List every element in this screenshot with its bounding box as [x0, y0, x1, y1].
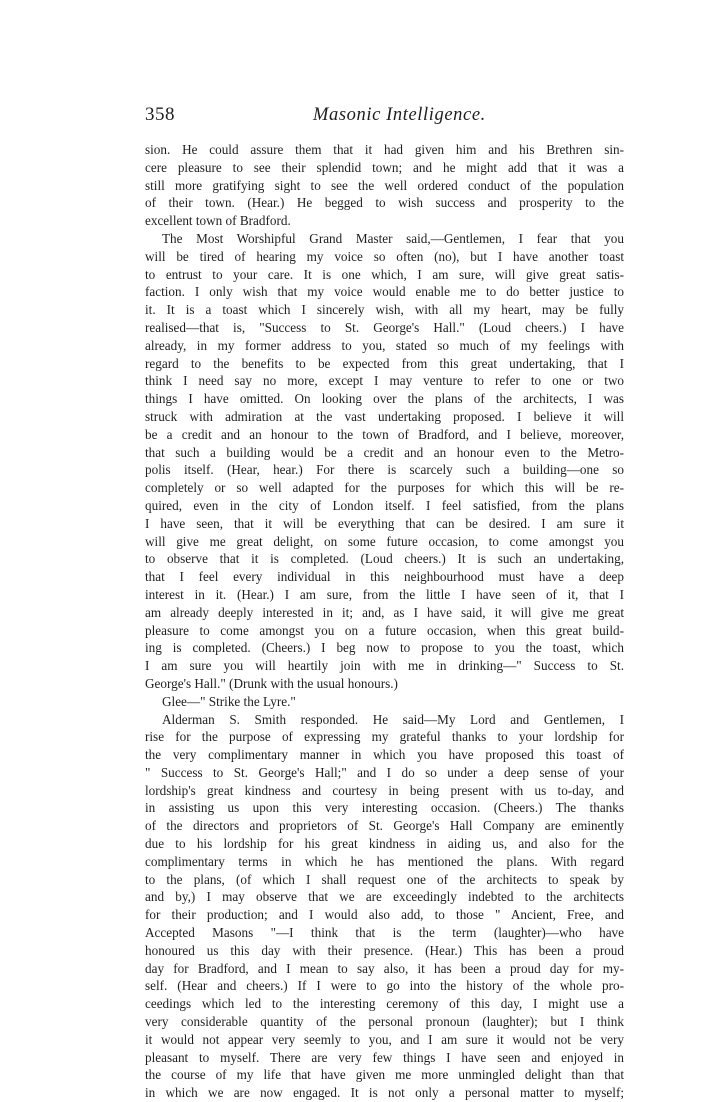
- text-line: ing is completed. (Cheers.) I beg now to propose to you the toast, which: [145, 640, 624, 656]
- text-line: to observe that it is completed. (Loud cheers.) It is such an undertaking,: [145, 551, 624, 567]
- text-line: very considerable quantity of the personal pronoun (laughter); but I think: [145, 1014, 624, 1030]
- text-line: things I have omitted. On looking over the plans of the architects, I was: [145, 391, 624, 407]
- text-line: and by,) I may observe that we are exceedingly indebted to the architects: [145, 889, 624, 905]
- text-line: Accepted Masons "—I think that is the term (laughter)—who have: [145, 925, 624, 941]
- running-head: [145, 104, 625, 130]
- text-line: completely or so well adapted for the purposes for which this will be re-: [145, 480, 624, 496]
- text-line: lordship's great kindness and courtesy in being present with us to-day, and: [145, 782, 624, 798]
- text-line: faction. I only wish that my voice would enable me to do better justice to: [145, 284, 624, 300]
- text-line: day for Bradford, and I mean to say also, it has been a proud day for my-: [145, 960, 624, 976]
- text-line: am already deeply interested in it; and, as I have said, it will give me great: [145, 604, 624, 620]
- text-line: it would not appear very seemly to you, and I am sure it would not be very: [145, 1031, 624, 1047]
- text-line: sion. He could assure them that it had given him and his Brethren sin-: [145, 142, 624, 157]
- text-line: the very complimentary manner in which you have proposed this toast of: [145, 747, 624, 763]
- text-line: of the directors and proprietors of St. George's Hall Company are eminently: [145, 818, 624, 834]
- text-line: in assisting us upon this very interesting occasion. (Cheers.) The thanks: [145, 800, 624, 816]
- text-line: pleasure to come amongst you on a future occasion, when this great build-: [145, 622, 624, 638]
- text-line: I have seen, that it will be everything that can be desired. I am sure it: [145, 515, 624, 531]
- text-line: due to his lordship for his great kindness in aiding us, and also for the: [145, 836, 624, 852]
- text-line: cere pleasure to see their splendid town; and he might add that it was a: [145, 159, 624, 175]
- text-line: in which we are now engaged. It is not only a personal matter to myself;: [145, 1085, 624, 1101]
- text-line: of their town. (Hear.) He begged to wish success and prosperity to the: [145, 195, 624, 211]
- text-line: it. It is a toast which I sincerely wish, with all my heart, may be fully: [145, 302, 624, 318]
- text-line: quired, even in the city of London itself. I feel satisfied, from the plans: [145, 497, 624, 513]
- running-title: Masonic Intelligence.: [313, 105, 486, 125]
- text-line: excellent town of Bradford.: [145, 213, 291, 229]
- text-line: complimentary terms in which he has mentioned the plans. With regard: [145, 853, 624, 869]
- text-line: the course of my life that have given me more unmingled delight than that: [145, 1067, 624, 1083]
- page-number: 358: [145, 104, 175, 125]
- text-line: pleasant to myself. There are very few things I have seen and enjoyed in: [145, 1049, 624, 1065]
- text-line: I am sure you will heartily join with me in drinking—" Success to St.: [145, 658, 624, 674]
- text-line: ceedings which led to the interesting ceremony of this day, I might use a: [145, 996, 624, 1012]
- text-line: think I need say no more, except I may venture to refer to one or two: [145, 373, 624, 389]
- text-line: realised—that is, "Success to St. George's Hall." (Loud cheers.) I have: [145, 319, 624, 335]
- text-line: be a credit and an honour to the town of Bradford, and I believe, moreover,: [145, 426, 624, 442]
- text-line: George's Hall." (Drunk with the usual honours.): [145, 675, 398, 691]
- text-line: that such a building would be a credit and an honour even to the Metro-: [145, 444, 624, 460]
- text-line: to the plans, (of which I shall request one of the architects to speak by: [145, 871, 624, 887]
- text-line: The Most Worshipful Grand Master said,—Gentlemen, I fear that you: [162, 230, 624, 246]
- text-line: will give me great delight, on some future occasion, to come amongst you: [145, 533, 624, 549]
- text-line: polis itself. (Hear, hear.) For there is scarcely such a building—one so: [145, 462, 624, 478]
- text-line: to entrust to your care. It is one which, I am sure, will give great satis-: [145, 266, 624, 282]
- text-line: still more gratifying sight to see the well ordered conduct of the population: [145, 177, 624, 193]
- text-line: " Success to St. George's Hall;" and I do so under a deep sense of your: [145, 764, 624, 780]
- text-line: already, in my former address to you, stated so much of my feelings with: [145, 337, 624, 353]
- text-line: that I feel every individual in this neighbourhood must have a deep: [145, 569, 624, 585]
- text-line: rise for the purpose of expressing my grateful thanks to your lordship for: [145, 729, 624, 745]
- text-line: will be tired of hearing my voice so often (no), but I have another toast: [145, 248, 624, 264]
- text-line: interest in it. (Hear.) I am sure, from the little I have seen of it, that I: [145, 586, 624, 602]
- text-line: for their production; and I would also add, to those " Ancient, Free, and: [145, 907, 624, 923]
- text-line: struck with admiration at the vast undertaking proposed. I believe it will: [145, 408, 624, 424]
- text-line: Glee—" Strike the Lyre.": [162, 693, 296, 709]
- text-line: honoured us this day with their presence. (Hear.) This has been a proud: [145, 942, 624, 958]
- text-line: Alderman S. Smith responded. He said—My Lord and Gentlemen, I: [162, 711, 624, 727]
- body-text: [145, 141, 624, 1102]
- text-line: self. (Hear and cheers.) If I were to go into the history of the whole pro-: [145, 978, 624, 994]
- text-line: regard to the benefits to be expected from this great undertaking, that I: [145, 355, 624, 371]
